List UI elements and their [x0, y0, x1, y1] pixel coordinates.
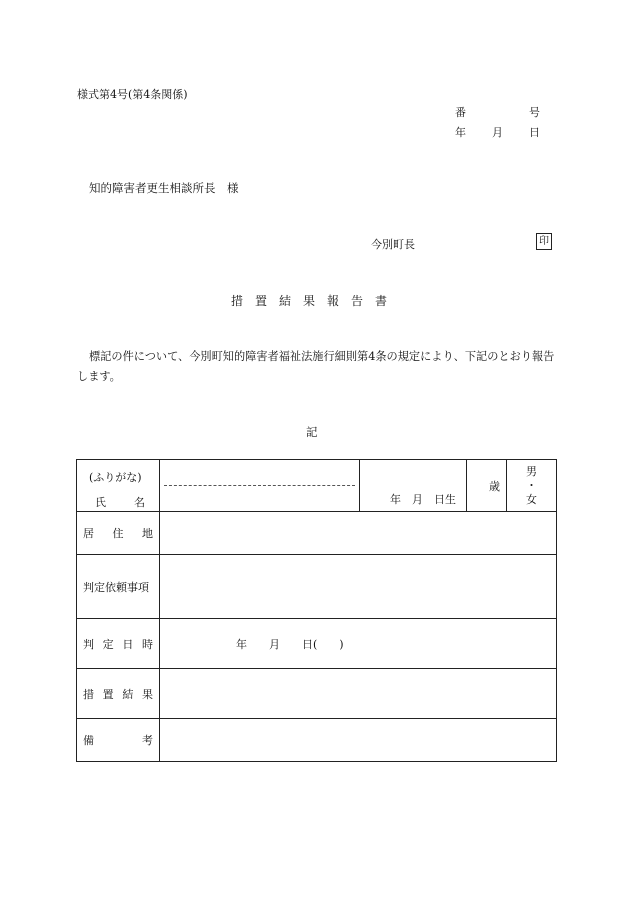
- judgment-date-label-char: 定: [102, 637, 114, 651]
- addressee: 知的障害者更生相談所長 様: [89, 181, 239, 195]
- document-date-line: [455, 124, 540, 140]
- name-row: [77, 460, 557, 512]
- remarks-label: [83, 732, 159, 748]
- judgment-date-label-char: 判: [83, 637, 94, 651]
- form-number: 様式第4号(第4条関係): [77, 88, 188, 101]
- request-row: [77, 555, 557, 619]
- document-title: 措置結果報告書: [230, 294, 399, 308]
- sex-field[interactable]: [507, 460, 557, 512]
- result-field[interactable]: [160, 669, 557, 719]
- remarks-label-char: 考: [142, 734, 153, 747]
- furigana-label: (ふりがな): [89, 471, 142, 484]
- result-label-char: 果: [141, 687, 153, 701]
- sex-female: 女: [526, 492, 537, 506]
- result-label: [83, 686, 159, 702]
- date-month: 月: [492, 126, 503, 139]
- body-text: 標記の件について、今別町知的障害者福祉法施行細則第4条の規定により、下記のとおり報告します。: [77, 350, 555, 383]
- address-label-char: 居: [83, 527, 94, 540]
- remarks-field[interactable]: [160, 719, 557, 762]
- judgment-date-value: 年 月 日( ): [236, 637, 344, 651]
- judgment-date-label-cell: [77, 619, 160, 669]
- document-number-suffix: 号: [529, 106, 540, 119]
- remarks-label-char: 備: [83, 734, 94, 747]
- age-label: 歳: [489, 479, 500, 493]
- report-table: [76, 459, 557, 762]
- address-row: [77, 512, 557, 555]
- date-year: 年: [455, 126, 466, 139]
- result-label-cell: [77, 669, 160, 719]
- request-label: 判定依頼事項: [83, 580, 149, 594]
- sex-male: 男: [526, 464, 537, 478]
- judgment-date-label-char: 日: [122, 637, 134, 651]
- seal-mark: 印: [536, 233, 552, 250]
- furigana-divider: [164, 485, 355, 486]
- result-label-char: 措: [83, 687, 94, 701]
- sender-name: 今別町長: [371, 238, 415, 251]
- request-field[interactable]: [160, 555, 557, 619]
- address-label: [83, 525, 159, 541]
- address-field[interactable]: [160, 512, 557, 555]
- result-row: [77, 669, 557, 719]
- judgment-date-label: [83, 636, 159, 652]
- name-field[interactable]: [160, 460, 360, 512]
- judgment-date-label-char: 時: [141, 637, 153, 651]
- remarks-label-cell: [77, 719, 160, 762]
- ki-heading: 記: [306, 425, 318, 439]
- age-field[interactable]: [467, 460, 507, 512]
- judgment-date-row: [77, 619, 557, 669]
- document-number-line: [455, 104, 540, 120]
- remarks-row: [77, 719, 557, 762]
- birthdate-label: 年 月 日生: [390, 493, 456, 506]
- sex-dot: ・: [526, 478, 537, 492]
- date-day: 日: [529, 126, 540, 139]
- request-label-cell: [77, 555, 160, 619]
- name-label-char: 名: [134, 496, 145, 509]
- address-label-cell: [77, 512, 160, 555]
- address-label-char: 地: [142, 527, 153, 540]
- name-label-cell: [77, 460, 160, 512]
- result-label-char: 置: [102, 687, 114, 701]
- document-number-prefix: 番: [455, 106, 466, 119]
- name-label: [95, 494, 145, 510]
- address-label-char: 住: [112, 527, 124, 540]
- result-label-char: 結: [122, 687, 134, 701]
- name-label-char: 氏: [95, 496, 106, 509]
- judgment-date-field[interactable]: [160, 619, 557, 669]
- birthdate-field[interactable]: [360, 460, 467, 512]
